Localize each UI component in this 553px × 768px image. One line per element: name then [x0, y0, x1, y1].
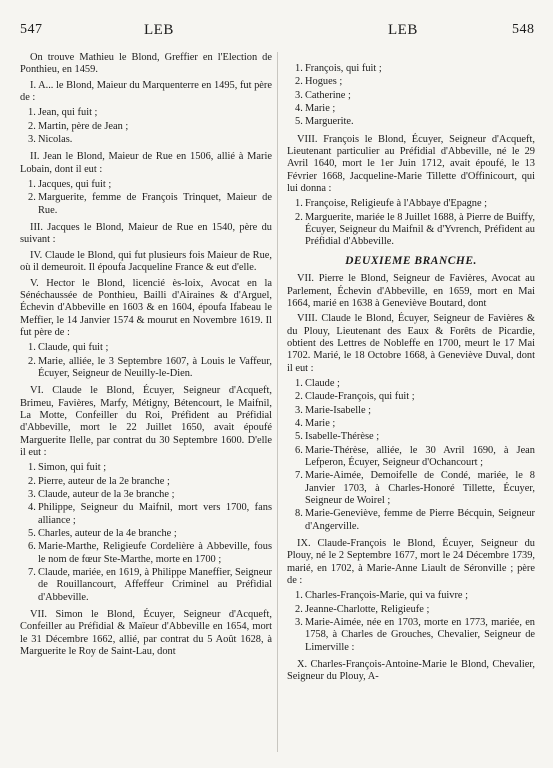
list-item	[20, 134, 272, 146]
entry-paragraph: IV. Claude le Blond, qui fut plusieurs fois Maieur de Rue, où il demeuroit. Il époufa Jacqueline France & eut d'elle.	[20, 249, 272, 274]
list-item	[20, 192, 272, 217]
list-item-text: Marie ;	[305, 417, 336, 429]
children-list	[287, 378, 535, 533]
list-item-text: Martin, père de Jean ;	[38, 120, 129, 132]
entry-paragraph: VI. Claude le Blond, Écuyer, Seigneur d'Acqueft, Brimeu, Favières, Marfy, Métigny, Bétencourt, le Maifnil, La Motte, Confeiller du Roi, Préfident au Préfidial d'Abbeville, mort le 22 Juillet 1650, avait époufé Marguerite Ilelle, par contrat du 30 Septembre 1600. D'elle il eut :	[20, 385, 272, 458]
entry-paragraph: X. Charles-François-Antoine-Marie le Blond, Chevalier, Seigneur du Plouy, A-	[287, 659, 535, 683]
list-item-number: 3.	[295, 617, 303, 629]
list-item-text: Marguerite.	[305, 116, 354, 128]
list-item	[287, 116, 535, 128]
list-item-text: Claude, auteur de la 3e branche ;	[38, 489, 175, 500]
list-item-number: 2.	[295, 211, 303, 223]
list-item	[20, 107, 272, 119]
list-item	[287, 617, 535, 654]
list-item	[20, 489, 272, 501]
list-item	[287, 391, 535, 403]
list-item-text: Hogues ;	[305, 76, 343, 88]
list-item	[287, 198, 535, 210]
list-item-text: Jean, qui fuit ;	[38, 107, 98, 119]
list-item-number: 3.	[28, 489, 36, 500]
list-item-text: Marie-Isabelle ;	[305, 404, 372, 416]
list-item	[287, 76, 535, 88]
list-item-number: 8.	[295, 508, 303, 520]
list-item-number: 2.	[28, 192, 36, 204]
entry-paragraph: III. Jacques le Blond, Maieur de Rue en 1540, père du suivant :	[20, 222, 272, 246]
list-item	[287, 590, 535, 602]
list-item-number: 5.	[28, 528, 36, 540]
entry-paragraph: VIII. François le Blond, Écuyer, Seigneur d'Acqueft, Lieutenant particulier au Préfidial d'Abbeville, né le 29 Avril 1640, mort le 1er Juin 1712, avait époufé, le 13 Février 1668, Jacqueline-Marie Tillette d'Offinicourt, qui lui donna :	[287, 133, 535, 195]
entry-paragraph: V. Hector le Blond, licencié ès-loix, Avocat en la Sénéchaussée de Ponthieu, Bailli d'Airaines & d'Arguel, Échevin d'Abbeville en 1603 & en 1604, époufa Ifabeau le Meffier, le 14 Janvier 1574 & mourut en Novembre 1619. Il fut père de :	[20, 277, 272, 338]
list-item-number: 6.	[295, 444, 303, 456]
children-list	[20, 342, 272, 380]
list-item-number: 3.	[28, 134, 36, 146]
list-item-text: Marie, alliée, le 3 Septembre 1607, à Louis le Vaffeur, Écuyer, Seigneur de Neuilly-le-Dien.	[38, 355, 272, 379]
children-list	[287, 63, 535, 129]
list-item-number: 2.	[295, 76, 303, 88]
column-divider	[277, 52, 278, 752]
list-item	[287, 378, 535, 390]
list-item	[287, 212, 535, 249]
list-item	[287, 103, 535, 115]
right-running-head: LEB	[388, 22, 418, 38]
list-item-number: 6.	[28, 541, 36, 553]
list-item-number: 7.	[295, 470, 303, 482]
entry-paragraph: IX. Claude-François le Blond, Écuyer, Seigneur du Plouy, né le 2 Septembre 1677, mort le 24 Décembre 1739, marié, en 1702, à Marie-Anne Liault de Séronville ; père de :	[287, 538, 535, 587]
list-item-text: Marguerite, mariée le 8 Juillet 1688, à Pierre de Buiffy, Écuyer, Seigneur du Maifnil & d'Yvrench, Préfident au Préfidial d'Abbeville.	[305, 211, 535, 248]
list-item-number: 2.	[28, 355, 36, 367]
list-item-text: Charles, auteur de la 4e branche ;	[38, 528, 177, 540]
right-column	[287, 60, 535, 687]
list-item	[20, 502, 272, 527]
list-item-number: 2.	[295, 391, 303, 403]
list-item-text: Marie-Marthe, Religieufe Cordelière à Abbeville, fous le nom de fœur Ste-Marthe, morte en 1700 ;	[38, 541, 272, 565]
children-list	[287, 590, 535, 654]
list-item-text: Claude, mariée, en 1619, à Philippe Maneffier, Seigneur de Rouillancourt, Affeffeur Criminel au Préfidial d'Abbeville.	[38, 567, 272, 603]
list-item	[287, 431, 535, 443]
list-item-number: 1.	[295, 590, 303, 602]
list-item-number: 5.	[295, 116, 303, 128]
list-item-text: Philippe, Seigneur du Maifnil, mort vers 1700, fans alliance ;	[38, 502, 272, 526]
entry-paragraph: VII. Simon le Blond, Écuyer, Seigneur d'Acqueft, Confeiller au Préfidial & Maïeur d'Abbeville en 1654, mort le 31 Décembre 1662, allié, par contrat du 5 Août 1628, à Marguerite le Roy de Saint-Lau, dont	[20, 609, 272, 658]
list-item	[20, 121, 272, 133]
list-item-number: 4.	[295, 417, 303, 429]
list-item	[20, 356, 272, 381]
list-item-text: Marie-Aimée, Demoifelle de Condé, mariée, le 8 Janvier 1703, à Charles-Honoré Tillette, Écuyer, Seigneur de Woirel ;	[305, 470, 535, 506]
list-item	[20, 462, 272, 474]
list-item	[20, 342, 272, 354]
list-item-text: Marguerite, femme de François Trinquet, Maieur de Rue.	[38, 192, 272, 216]
list-item-text: Marie-Aimée, née en 1703, morte en 1773, mariée, en 1758, à Charles de Grouches, Chevalier, Seigneur de Limerville :	[305, 617, 535, 653]
list-item-number: 1.	[295, 198, 303, 210]
list-item	[287, 418, 535, 430]
list-item-text: Nicolas.	[38, 134, 73, 146]
list-item-text: Simon, qui fuit ;	[38, 462, 107, 474]
list-item-number: 4.	[28, 502, 36, 514]
list-item-text: Jeanne-Charlotte, Religieufe ;	[305, 603, 430, 615]
list-item-text: Françoise, Religieufe à l'Abbaye d'Epagne ;	[305, 198, 488, 210]
children-list	[20, 462, 272, 604]
entry-paragraph: VIII. Claude le Blond, Écuyer, Seigneur de Favières & du Plouy, Lieutenant des Eaux & Forêts de Picardie, obtient des Lettres de Nobleffe en 1700, meurt le 17 Mai 1702. Marié, le 18 Octobre 1668, à Geneviève Duval, dont il eut :	[287, 313, 535, 374]
list-item-number: 2.	[295, 603, 303, 615]
list-item-text: Marie-Geneviève, femme de Pierre Bécquin, Seigneur d'Angerville.	[305, 508, 535, 532]
list-item-text: Jacques, qui fuit ;	[38, 179, 112, 191]
list-item-text: Claude ;	[305, 377, 340, 389]
list-item-number: 1.	[295, 63, 303, 74]
list-item	[20, 541, 272, 566]
list-item-text: Isabelle-Thérèse ;	[305, 431, 380, 443]
left-running-head: LEB	[144, 22, 174, 38]
list-item	[287, 445, 535, 470]
list-item	[20, 567, 272, 604]
list-item-text: Marie ;	[305, 103, 336, 115]
list-item-number: 2.	[28, 120, 36, 132]
list-item	[287, 405, 535, 417]
list-item-number: 3.	[295, 89, 303, 101]
list-item-number: 1.	[28, 179, 36, 191]
entry-paragraph: II. Jean le Blond, Maieur de Rue en 1506, allié à Marie Lobain, dont il eut :	[20, 151, 272, 175]
list-item	[287, 63, 535, 75]
list-item	[20, 476, 272, 488]
children-list	[20, 179, 272, 217]
list-item-number: 1.	[28, 342, 36, 354]
list-item-number: 1.	[28, 462, 36, 474]
list-item-number: 1.	[28, 107, 36, 119]
entry-paragraph: On trouve Mathieu le Blond, Greffier en l'Election de Ponthieu, en 1459.	[20, 52, 272, 76]
list-item-text: Marie-Thérèse, alliée, le 30 Avril 1690, à Jean Lefperon, Écuyer, Seigneur d'Ochancourt ;	[305, 444, 535, 468]
list-item-text: François, qui fuit ;	[305, 63, 382, 74]
list-item	[287, 508, 535, 533]
left-column	[20, 52, 272, 661]
list-item-number: 3.	[295, 404, 303, 416]
list-item-text: Pierre, auteur de la 2e branche ;	[38, 475, 170, 487]
list-item-number: 7.	[28, 567, 36, 579]
right-page-number: 548	[512, 22, 535, 37]
list-item	[20, 528, 272, 540]
list-item-text: Claude-François, qui fuit ;	[305, 391, 415, 403]
branch-heading: DEUXIEME BRANCHE.	[345, 254, 477, 267]
list-item-number: 1.	[295, 377, 303, 389]
list-item-number: 5.	[295, 431, 303, 443]
entry-paragraph: VII. Pierre le Blond, Seigneur de Favières, Avocat au Parlement, Échevin d'Abbeville, en 1659, mort en Mai 1664, marié en 1638 à Geneviève Boutard, dont	[287, 273, 535, 309]
list-item-number: 2.	[28, 475, 36, 487]
children-list	[20, 107, 272, 146]
left-page-number: 547	[20, 22, 43, 37]
list-item-text: Claude, qui fuit ;	[38, 342, 109, 354]
entry-paragraph: I. A... le Blond, Maieur du Marquenterre en 1495, fut père de :	[20, 79, 272, 104]
list-item-text: Charles-François-Marie, qui va fuivre ;	[305, 590, 469, 602]
list-item	[20, 179, 272, 191]
list-item	[287, 604, 535, 616]
list-item-number: 4.	[295, 103, 303, 115]
children-list	[287, 198, 535, 248]
list-item-text: Catherine ;	[305, 89, 351, 101]
list-item	[287, 470, 535, 507]
list-item	[287, 90, 535, 102]
